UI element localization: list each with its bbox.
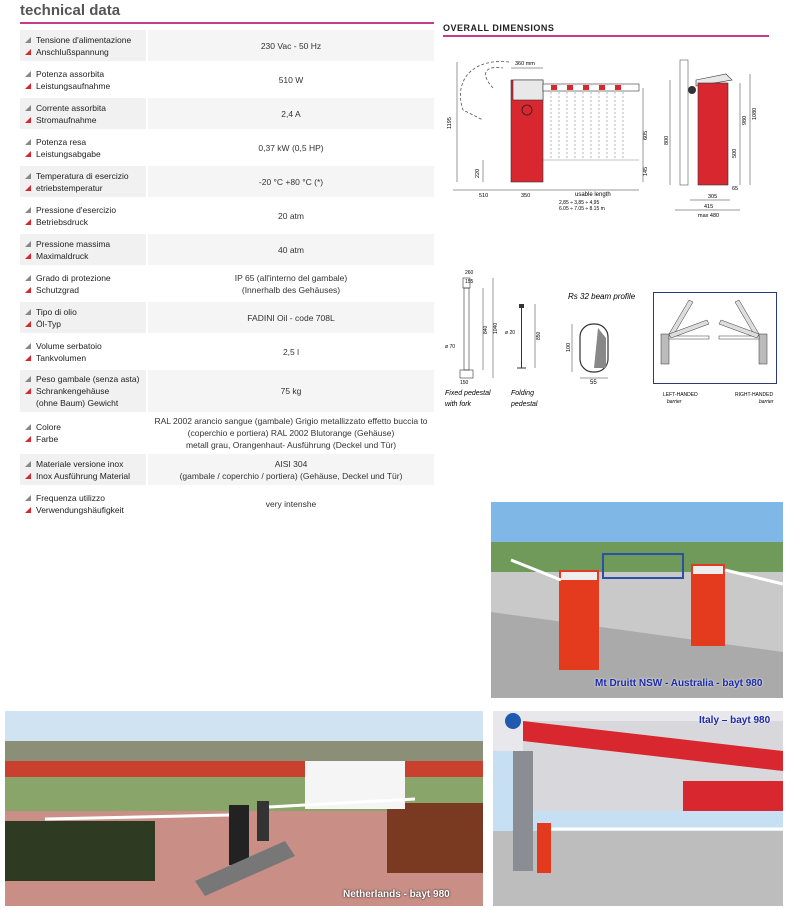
grey-triangle-icon (25, 139, 31, 145)
dimensions-title: OVERALL DIMENSIONS (443, 23, 555, 33)
spec-label (20, 488, 146, 519)
spec-value (148, 454, 434, 485)
label-italian: Grado di protezione (36, 272, 111, 283)
dim-width-top: 360 mm (515, 61, 535, 67)
grey-triangle-icon (25, 376, 31, 382)
dim-510: 510 (479, 193, 489, 199)
spec-table (20, 30, 434, 522)
photo-australia-scene (491, 502, 783, 698)
spec-value-line: (gambale / coperchio / portiera) (Gehäuse, Deckel und Tür) (179, 470, 403, 481)
photo-australia (491, 502, 783, 698)
grey-triangle-icon (25, 207, 31, 213)
grey-triangle-icon (25, 275, 31, 281)
spec-row (20, 200, 434, 231)
ped-d70: ø 70 (445, 344, 456, 350)
red-triangle-icon (25, 287, 31, 293)
spec-label (20, 166, 146, 197)
beam-h100: 100 (566, 342, 572, 352)
left-handed-label-2: barrier (667, 399, 682, 405)
label-german: Schrankengehäuse (36, 386, 110, 396)
dim-500: 500 (732, 148, 738, 158)
spec-value-line: metall grau, Orangenhaut- Ausführung (Deckel und Tür) (185, 440, 397, 450)
ped-155: 155 (465, 279, 474, 285)
spec-row (20, 234, 434, 265)
spec-label (20, 98, 146, 129)
spec-label (20, 64, 146, 95)
spec-value-line: 230 Vac - 50 Hz (260, 40, 322, 51)
spec-row (20, 268, 434, 299)
spec-value-line: 510 W (278, 74, 304, 85)
fixed-pedestal-label-1: Fixed pedestal (445, 390, 491, 397)
photo-italy-scene (493, 711, 783, 906)
red-triangle-icon (25, 253, 31, 259)
folding-pedestal-label-1: Folding (511, 390, 534, 397)
red-triangle-icon (25, 507, 31, 513)
spec-label (20, 336, 146, 367)
spec-label (20, 132, 146, 163)
dim-220: 220 (475, 168, 481, 178)
label-german: etriebstemperatur (36, 182, 103, 193)
spec-row (20, 336, 434, 367)
red-triangle-icon (25, 355, 31, 361)
label-italian: Potenza assorbita (36, 68, 105, 79)
grey-triangle-icon (25, 105, 31, 111)
beam-profile-drawing (560, 288, 650, 388)
spec-value-line: 2,5 l (282, 346, 300, 357)
spec-row (20, 454, 434, 485)
label-german: Anschlußspannung (36, 46, 109, 57)
label-italian: Temperatura di esercizio (36, 170, 129, 181)
ped-260: 260 (465, 270, 474, 276)
spec-value-line: 75 kg (280, 386, 302, 396)
dim-1080: 1080 (752, 107, 758, 120)
spec-value (148, 234, 434, 265)
red-triangle-icon (25, 219, 31, 225)
spec-label (20, 370, 146, 412)
pedestals-drawing (443, 268, 558, 413)
section-heading (20, 0, 434, 24)
label-italian: Potenza resa (36, 136, 87, 147)
caption-netherlands: Netherlands - bayt 980 (343, 889, 450, 900)
spec-label (20, 268, 146, 299)
dim-height-total: 1195 (447, 117, 453, 129)
beam-w55: 55 (590, 380, 597, 386)
spec-value-line: 40 atm (278, 244, 304, 255)
dim-800: 800 (664, 135, 670, 145)
dim-350: 350 (521, 193, 531, 199)
spec-value (148, 166, 434, 197)
spec-value-line: -20 °C +80 °C (*) (258, 176, 324, 187)
label-german: Maximaldruck (36, 250, 89, 261)
dim-305: 305 (708, 194, 718, 200)
dim-max: max 480 (698, 213, 720, 219)
spec-value-line: (Innerhalb des Gehäuses) (241, 284, 341, 295)
spec-row (20, 132, 434, 163)
label-italian: Volume serbatoio (36, 340, 102, 351)
grey-triangle-icon (25, 343, 31, 349)
dim-65: 65 (732, 186, 739, 192)
usable-lengths-1: 2,85 ÷ 3,85 ÷ 4,95 (559, 200, 600, 206)
label-italian: Tensione d'alimentazione (36, 34, 132, 45)
grey-triangle-icon (25, 37, 31, 43)
spec-value (148, 488, 434, 519)
grey-triangle-icon (25, 309, 31, 315)
spec-value-line: IP 65 (all'interno del gambale) (234, 272, 348, 283)
spec-value (148, 268, 434, 299)
spec-value (148, 415, 434, 451)
handedness-drawing (653, 292, 788, 412)
photo-netherlands-scene (5, 711, 483, 906)
ped-150: 150 (460, 380, 469, 386)
label-german: Öl-Typ (36, 318, 62, 329)
spec-value (148, 370, 434, 412)
spec-value (148, 336, 434, 367)
beam-profile-title: Rs 32 beam profile (568, 292, 636, 301)
spec-label (20, 234, 146, 265)
label-german: Verwendungshäufigkeit (36, 504, 124, 515)
label-german: Betriebsdruck (36, 216, 88, 227)
spec-value (148, 200, 434, 231)
right-handed-label-1: RIGHT-HANDED (735, 392, 774, 398)
grey-triangle-icon (25, 424, 31, 430)
label-german: Leistungsabgabe (36, 148, 101, 159)
dim-980: 980 (742, 115, 748, 125)
photo-netherlands (5, 711, 483, 906)
caption-italy: Italy – bayt 980 (699, 715, 771, 726)
spec-row (20, 302, 434, 333)
spec-row (20, 415, 434, 451)
spec-row (20, 98, 434, 129)
spec-value-line: 0,37 kW (0,5 HP) (258, 142, 324, 153)
spec-row (20, 166, 434, 197)
photo-italy (493, 711, 783, 906)
usable-lengths-2: 6,05 ÷ 7,05 ÷ 8,15 m (559, 206, 605, 210)
spec-label (20, 454, 146, 485)
spec-value (148, 302, 434, 333)
label-italian: Peso gambale (senza asta) (36, 374, 140, 384)
red-triangle-icon (25, 388, 31, 394)
dim-605: 605 (643, 130, 649, 140)
front-view-drawing (443, 50, 653, 210)
usable-length-label: usable length (575, 192, 611, 198)
spec-value-line: RAL 2002 arancio sangue (gambale) Grigio metallizzato effetto buccia to (154, 416, 428, 426)
folding-d20: ø 20 (505, 330, 516, 336)
spec-row (20, 64, 434, 95)
folding-850: 850 (536, 331, 542, 340)
right-handed-label-2: barrier (759, 399, 774, 405)
label-german: Inox Ausführung Material (36, 470, 131, 481)
red-triangle-icon (25, 436, 31, 442)
label-italian: Frequenza utilizzo (36, 492, 105, 503)
label-italian: Corrente assorbita (36, 102, 106, 113)
dimensions-heading (443, 18, 769, 37)
spec-value-line: 2,4 A (281, 108, 301, 119)
spec-row (20, 30, 434, 61)
label-italian: Colore (36, 422, 62, 432)
spec-row (20, 370, 434, 412)
spec-value-line: AISI 304 (274, 458, 308, 469)
spec-value (148, 64, 434, 95)
red-triangle-icon (25, 473, 31, 479)
spec-value-line: very intenshe (265, 498, 317, 509)
ped-840: 840 (483, 325, 489, 334)
red-triangle-icon (25, 49, 31, 55)
label-italian: Pressione d'esercizio (36, 204, 117, 215)
spec-value (148, 132, 434, 163)
red-triangle-icon (25, 83, 31, 89)
spec-label (20, 415, 146, 451)
red-triangle-icon (25, 151, 31, 157)
spec-row (20, 488, 434, 519)
dim-145: 145 (643, 166, 649, 176)
grey-triangle-icon (25, 241, 31, 247)
grey-triangle-icon (25, 71, 31, 77)
spec-label (20, 200, 146, 231)
red-triangle-icon (25, 117, 31, 123)
label-german-cont: (ohne Baum) Gewicht (36, 398, 119, 408)
spec-value-line: (coperchio e portiera) RAL 2002 Blutorange (Gehäuse) (187, 428, 395, 438)
grey-triangle-icon (25, 173, 31, 179)
label-german: Stromaufnahme (36, 114, 97, 125)
caption-australia: Mt Druitt NSW - Australia - bayt 980 (595, 678, 763, 689)
label-german: Leistungsaufnahme (36, 80, 111, 91)
left-handed-label-1: LEFT-HANDED (663, 392, 698, 398)
red-triangle-icon (25, 185, 31, 191)
folding-pedestal-label-2: pedestal (511, 401, 538, 408)
spec-label (20, 302, 146, 333)
label-german: Farbe (36, 434, 59, 444)
label-italian: Pressione massima (36, 238, 111, 249)
dim-415: 415 (704, 204, 714, 210)
grey-triangle-icon (25, 495, 31, 501)
spec-value-line: 20 atm (278, 210, 304, 221)
label-german: Tankvolumen (36, 352, 87, 363)
spec-value (148, 30, 434, 61)
side-view-drawing (660, 50, 770, 225)
label-italian: Materiale versione inox (36, 458, 124, 469)
label-italian: Tipo di olio (36, 306, 77, 317)
spec-label (20, 30, 146, 61)
page-title: technical data (20, 2, 121, 19)
ped-1040: 1040 (493, 322, 499, 334)
grey-triangle-icon (25, 461, 31, 467)
spec-value-line: FADINI Oil - code 708L (247, 312, 335, 323)
red-triangle-icon (25, 321, 31, 327)
fixed-pedestal-label-2: with fork (445, 401, 472, 408)
spec-value (148, 98, 434, 129)
label-german: Schutzgrad (36, 284, 79, 295)
